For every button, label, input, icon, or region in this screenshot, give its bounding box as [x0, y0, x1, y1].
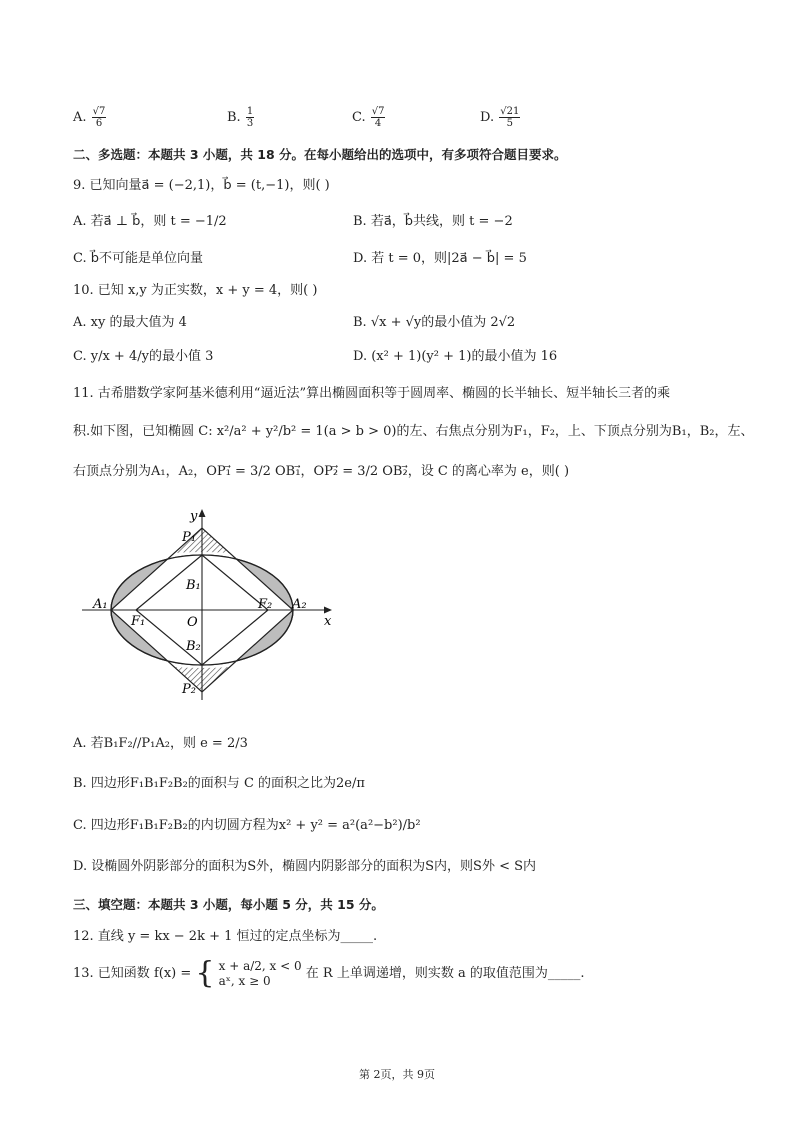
q11-line-1: 11. 古希腊数学家阿基米德利用“逼近法”算出椭圆面积等于圆周率、椭圆的长半轴长、短半轴长三者的乘 — [73, 386, 671, 401]
label-f1: F₁ — [131, 614, 146, 629]
q13-pieces — [219, 959, 302, 989]
label-p2: P₂ — [182, 682, 196, 697]
q13-piece-2: aˣ, x ≥ 0 — [218, 973, 271, 988]
q13-prefix: 13. 已知函数 f(x) = — [73, 966, 192, 981]
q11-line-3: 右顶点分别为A₁，A₂，OP₁⃗ = 3/2 OB₁⃗，OP₂⃗ = 3/2 OB₂⃗，设 C 的离心率为 e，则( ) — [73, 464, 570, 479]
q9-stem: 9. 已知向量a⃗ = (−2,1)，b⃗ = (t,−1)，则( ) — [73, 178, 330, 193]
q8-option-d: D. $\frac{√21}{5}$ — [480, 106, 520, 129]
label-a2: A₂ — [292, 597, 307, 612]
section-2-heading: 二、多选题：本题共 3 小题，共 18 分。在每小题给出的选项中，有多项符合题目要求。 — [73, 147, 567, 162]
q12-text: 12. 直线 y = kx − 2k + 1 恒过的定点坐标为_____. — [73, 929, 378, 944]
section-3-heading: 三、填空题：本题共 3 小题，每小题 5 分，共 15 分。 — [73, 897, 384, 912]
q10-stem: 10. 已知 x,y 为正实数，x + y = 4，则( ) — [73, 283, 318, 298]
label-o: O — [187, 615, 198, 630]
q13-piece-1: x + a/2, x < 0 — [218, 958, 302, 973]
label-y: y — [190, 509, 198, 524]
q10-option-a: A. xy 的最大值为 4 — [73, 315, 187, 330]
q13-text — [73, 957, 584, 993]
label-x: x — [324, 614, 332, 629]
q9-option-b: B. 若a⃗，b⃗共线，则 t = −2 — [353, 214, 513, 229]
q11-option-c: C. 四边形F₁B₁F₂B₂的内切圆方程为x² + y² = a²(a²−b²)/b² — [73, 818, 421, 833]
label-a1: A₁ — [93, 597, 108, 612]
q13-suffix: 在 R 上单调递增，则实数 a 的取值范围为_____. — [305, 966, 585, 981]
label-b2: B₂ — [186, 639, 201, 654]
q9-option-a: A. 若a⃗ ⊥ b⃗，则 t = −1/2 — [73, 214, 227, 229]
q11-line-2: 积.如下图，已知椭圆 C: x²/a² + y²/b² = 1(a > b > 0)的左、右焦点分别为F₁，F₂，上、下顶点分别为B₁，B₂，左、 — [73, 424, 754, 439]
q10-option-b: B. √x + √y的最小值为 2√2 — [353, 315, 516, 330]
page-footer: 第 2页，共 9页 — [359, 1068, 435, 1081]
q9-option-d: D. 若 t = 0，则|2a⃗ − b⃗| = 5 — [353, 251, 527, 266]
q9-option-c: C. b⃗不可能是单位向量 — [73, 251, 204, 266]
q10-option-c: C. y/x + 4/y的最小值 3 — [73, 349, 214, 364]
q8-option-b: B. $\frac{1}{3}$ — [227, 106, 254, 129]
ellipse-figure — [78, 505, 348, 705]
q8-option-a: A. $\frac{√7}{6}$ — [73, 106, 106, 129]
q13-brace: { — [195, 955, 215, 991]
label-f2: F₂ — [258, 597, 273, 612]
q11-option-d: D. 设椭圆外阴影部分的面积为S外，椭圆内阴影部分的面积为S内，则S外 < S内 — [73, 859, 537, 874]
q8-option-c: C. $\frac{√7}{4}$ — [352, 106, 385, 129]
q11-option-a: A. 若B₁F₂//P₁A₂，则 e = 2/3 — [73, 736, 248, 751]
label-p1: P₁ — [182, 530, 196, 545]
label-b1: B₁ — [186, 578, 201, 593]
q11-option-b: B. 四边形F₁B₁F₂B₂的面积与 C 的面积之比为2e/π — [73, 776, 365, 791]
q10-option-d: D. (x² + 1)(y² + 1)的最小值为 16 — [353, 349, 558, 364]
